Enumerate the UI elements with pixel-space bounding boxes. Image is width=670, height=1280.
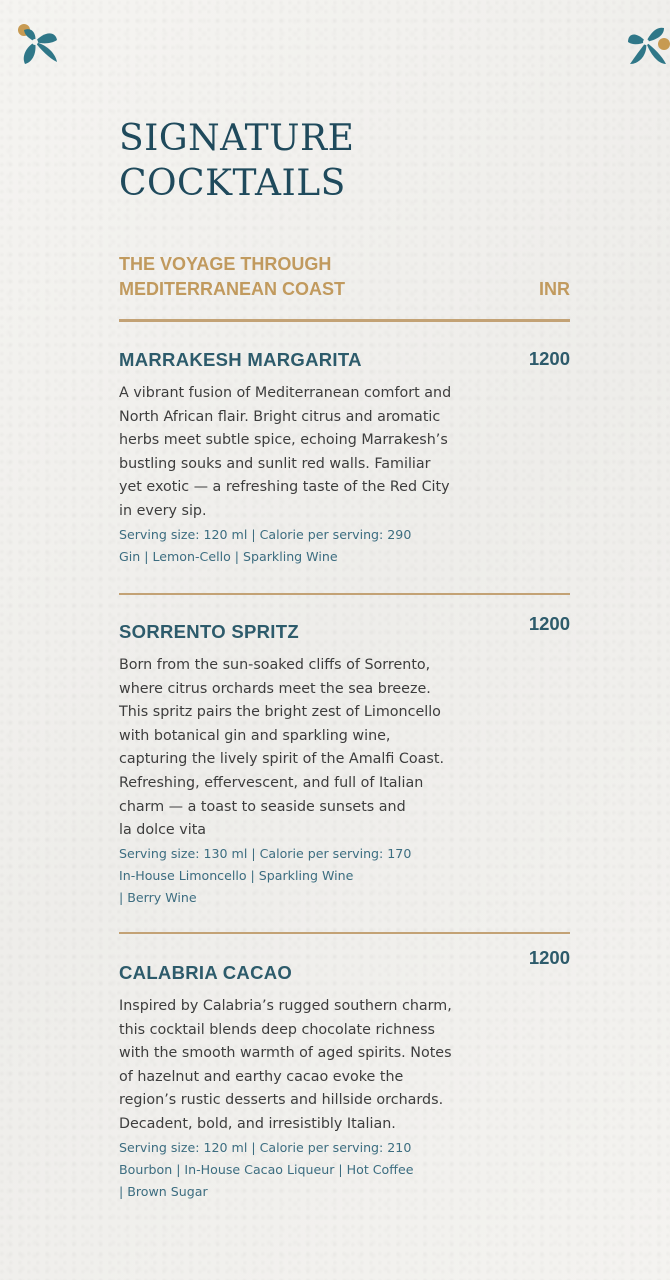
floral-ornament-icon: [15, 22, 59, 68]
page-title-text: SIGNATURE COCKTAILS: [119, 118, 355, 204]
item-ingredients: In-House Limoncello | Sparkling Wine | Berry Wine: [119, 867, 354, 905]
item-name: MARRAKESH MARGARITA: [119, 349, 362, 370]
section-divider: [119, 319, 570, 322]
item-serving-info: Serving size: 120 ml | Calorie per serving: 210: [119, 1139, 412, 1155]
item-description: Born from the sun-soaked cliffs of Sorrento, where citrus orchards meet the sea breeze. This spritz pairs the bright zest of Limoncello with botanical gin and sparkling wine, capturing the lively spirit of the Amalfi Coast. Refreshing, effervescent, and full of Italian charm — a toast to seaside sunsets and la dolce vita: [119, 657, 444, 839]
item-ingredients: Bourbon | In-House Cacao Liqueur | Hot Coffee | Brown Sugar: [119, 1161, 414, 1199]
menu-item: [119, 947, 570, 1203]
menu-item: [119, 613, 570, 909]
menu-item: [119, 348, 570, 568]
item-name: CALABRIA CACAO: [119, 962, 293, 983]
item-name: SORRENTO SPRITZ: [119, 621, 299, 642]
section-title: THE VOYAGE THROUGH MEDITERRANEAN COAST: [119, 254, 346, 299]
item-ingredients: Gin | Lemon-Cello | Sparkling Wine: [119, 548, 338, 564]
floral-ornament-icon: [626, 22, 670, 68]
item-serving-info: Serving size: 130 ml | Calorie per serving: 170: [119, 845, 412, 861]
item-price: 1200: [528, 947, 570, 968]
item-divider: [119, 593, 570, 595]
page-title: [119, 116, 519, 206]
section-header: [119, 252, 570, 302]
item-divider: [119, 932, 570, 934]
currency-label: INR: [539, 279, 570, 299]
item-price: 1200: [528, 613, 570, 634]
item-serving-info: Serving size: 120 ml | Calorie per serving: 290: [119, 526, 412, 542]
item-description: A vibrant fusion of Mediterranean comfort and North African flair. Bright citrus and aromatic herbs meet subtle spice, echoing Marrakesh’s bustling souks and sunlit red walls. Familiar yet exotic — a refreshing taste of the Red City in every sip.: [119, 385, 452, 519]
item-price: 1200: [528, 348, 570, 369]
item-description: Inspired by Calabria’s rugged southern charm, this cocktail blends deep chocolate richness with the smooth warmth of aged spirits. Notes of hazelnut and earthy cacao evoke the region’s rustic desserts and hillside orchards. Decadent, bold, and irresistibly Italian.: [119, 998, 452, 1132]
